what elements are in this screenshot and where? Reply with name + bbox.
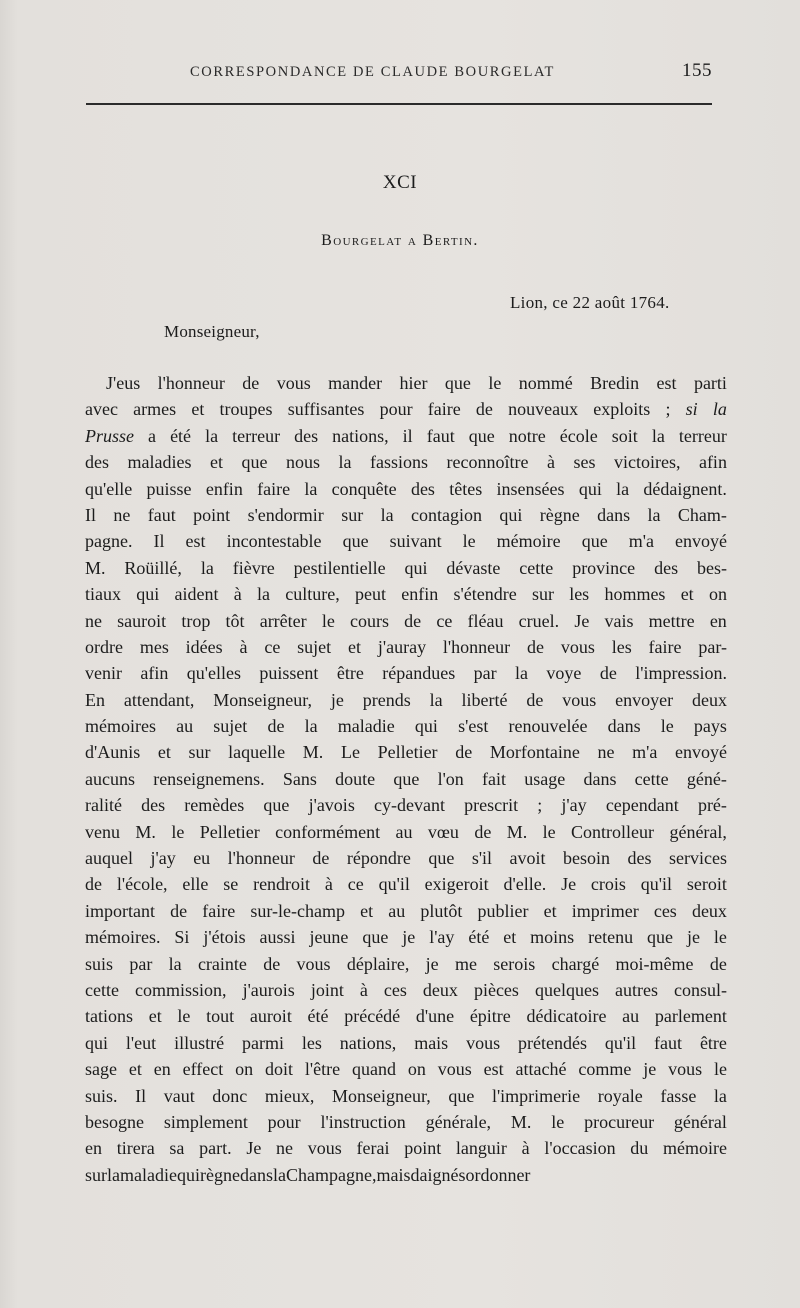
letter-number: XCI xyxy=(382,172,418,193)
body-line: aucuns renseignemens. Sans doute que l'on fait usage dans cette géné- xyxy=(85,768,727,789)
body-line: suis. Il vaut donc mieux, Monseigneur, que l'imprimerie royale fasse la xyxy=(85,1085,727,1106)
body-line: tiaux qui aident à la culture, peut enfin s'étendre sur les hommes et on xyxy=(85,584,727,605)
body-line: avec armes et troupes suffisantes pour faire de nouveaux exploits ; si la xyxy=(85,399,727,420)
body-line: venu M. le Pelletier conformément au vœu de M. le Controlleur général, xyxy=(85,821,727,842)
body-line: mémoires. Si j'étois aussi jeune que je l'ay été et moins retenu que je le xyxy=(85,927,727,948)
page-header xyxy=(86,62,712,88)
body-line: qui l'eut illustré parmi les nations, mais vous prétendés qu'il faut être xyxy=(85,1032,727,1053)
body-line: de l'école, elle se rendroit à ce qu'il exigeroit d'elle. Je crois qu'il seroit xyxy=(85,874,727,895)
body-line: d'Aunis et sur laquelle M. Le Pelletier de Morfontaine ne m'a envoyé xyxy=(85,742,727,763)
body-line: qu'elle puisse enfin faire la conquête des têtes insensées qui la dédaignent. xyxy=(85,478,727,499)
page-number: 155 xyxy=(682,60,712,81)
body-line: en tirera sa part. Je ne vous ferai point languir à l'occasion du mémoire xyxy=(85,1138,727,1159)
body-line: J'eus l'honneur de vous mander hier que le nommé Bredin est parti xyxy=(106,373,727,393)
body-line: auquel j'ay eu l'honneur de répondre que s'il avoit besoin des services xyxy=(85,848,727,869)
body-line: important de faire sur-le-champ et au plutôt publier et imprimer ces deux xyxy=(85,900,727,921)
header-rule xyxy=(86,103,712,105)
body-line: suis par la crainte de vous déplaire, je me serois chargé moi-même de xyxy=(85,953,727,974)
body-line: sage et en effect on doit l'être quand on vous est attaché comme je vous le xyxy=(85,1059,727,1080)
body-line: Prusse a été la terreur des nations, il faut que notre école soit la terreur xyxy=(85,425,727,446)
salutation: Monseigneur, xyxy=(164,322,260,341)
body-line: ralité des remèdes que j'avois cy-devant prescrit ; j'ay cependant pré- xyxy=(85,795,727,816)
body-line: mémoires au sujet de la maladie qui s'est renouvelée dans le pays xyxy=(85,716,727,737)
letter-body xyxy=(85,370,727,1188)
running-head: CORRESPONDANCE DE CLAUDE BOURGELAT xyxy=(190,64,555,80)
body-line: M. Roüillé, la fièvre pestilentielle qui dévaste cette province des bes- xyxy=(85,557,727,578)
body-line: Il ne faut point s'endormir sur la contagion qui règne dans la Cham- xyxy=(85,504,727,525)
letter-title: Bourgelat a Bertin. xyxy=(321,232,479,249)
body-line: sur la maladie qui règne dans la Champagne, mais daignés ordonner xyxy=(85,1164,531,1185)
body-line: pagne. Il est incontestable que suivant le mémoire que m'a envoyé xyxy=(85,531,727,552)
dateline: Lion, ce 22 août 1764. xyxy=(510,293,670,312)
body-line: venir afin qu'elles puissent être répandues par la voye de l'impression. xyxy=(85,663,727,684)
body-line: ordre mes idées à ce sujet et j'auray l'honneur de vous les faire par- xyxy=(85,636,727,657)
body-line: ne sauroit trop tôt arrêter le cours de ce fléau cruel. Je vais mettre en xyxy=(85,610,727,631)
body-line: besogne simplement pour l'instruction générale, M. le procureur général xyxy=(85,1111,727,1132)
body-line: des maladies et que nous la fassions reconnoître à ses victoires, afin xyxy=(85,452,727,473)
body-line: tations et le tout auroit été précédé d'une épitre dédicatoire au parlement xyxy=(85,1006,727,1027)
body-line: En attendant, Monseigneur, je prends la liberté de vous envoyer deux xyxy=(85,689,727,710)
body-line: cette commission, j'aurois joint à ces deux pièces quelques autres consul- xyxy=(85,979,727,1000)
